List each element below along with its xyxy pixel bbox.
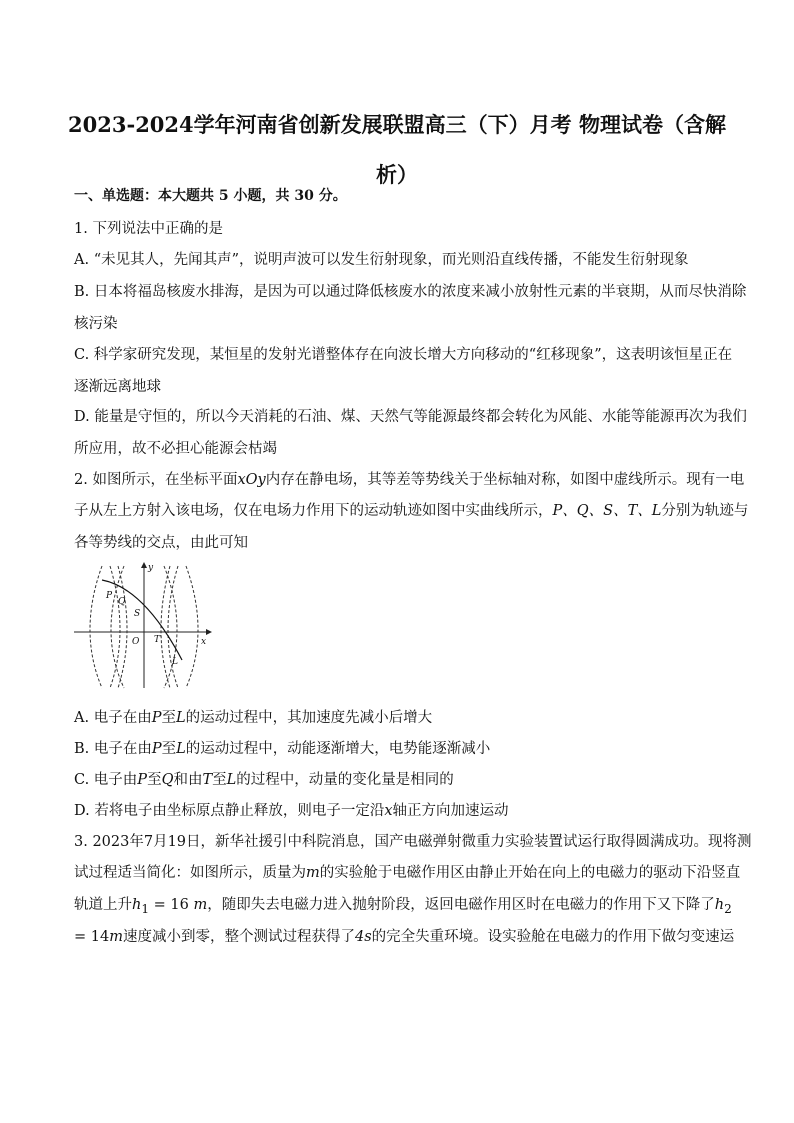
q2-b-text: 至	[161, 741, 177, 757]
q3-line3	[74, 893, 734, 916]
equipotential-left-3	[90, 566, 102, 688]
q3-line4	[74, 925, 734, 946]
fig-label-s: S	[134, 609, 141, 619]
q2-option-b	[74, 737, 734, 758]
q3-eq: = 14	[74, 929, 110, 945]
q2-option-d	[74, 799, 734, 820]
q3-unit-m: m	[109, 929, 123, 945]
x-axis-arrow-icon	[206, 629, 212, 635]
equipotential-right-3	[186, 566, 198, 688]
section-heading: 一、单选题：本大题共 5 小题，共 30 分。	[74, 188, 347, 204]
q1-option-d-line1: D. 能量是守恒的，所以今天消耗的石油、煤、天然气等能源最终都会转化为风能、水能等能源再次为我们	[74, 409, 747, 425]
electron-trajectory	[102, 580, 182, 660]
fig-label-l: L	[172, 657, 178, 667]
q2-var-points: P、Q、S、T、L	[552, 503, 662, 519]
q3-var-m: m	[306, 865, 320, 881]
q2-c-var-q: Q	[161, 772, 174, 788]
q2-c-var-t: T	[202, 772, 213, 788]
q2-a-var-l: L	[175, 710, 186, 726]
q2-stem-line1	[74, 468, 745, 489]
q3-sub-2: 2	[724, 901, 732, 916]
title-line-2: 析）	[376, 162, 418, 187]
q3-text: 轨道上升	[74, 897, 132, 913]
q2-stem-line3: 各等势线的交点，由此可知	[74, 535, 248, 551]
q1-option-c-line1: C. 科学家研究发现，某恒星的发射光谱整体存在向波长增大方向移动的“红移现象”，这表明该恒星正在	[74, 347, 733, 363]
q3-var-h1: h	[132, 897, 142, 913]
q1-option-a: A. “未见其人，先闻其声”，说明声波可以发生衍射现象，而光则沿直线传播，不能发生衍射现象	[74, 252, 689, 268]
q2-d-var-x: x	[384, 803, 393, 819]
fig-label-o: O	[132, 637, 140, 647]
q3-sub-1: 1	[141, 901, 150, 916]
fig-label-p: P	[106, 591, 113, 601]
fig-label-y: y	[148, 563, 154, 573]
q1-option-d-line2: 所应用，故不必担心能源会枯竭	[74, 441, 277, 457]
q3-text: 的实验舱于电磁作用区由静止开始在向上的电磁力的驱动下沿竖直	[319, 865, 741, 881]
q3-text: ，随即失去电磁力进入抛射阶段，返回电磁作用区时在电磁力的作用下又下降了	[207, 897, 715, 913]
q1-stem: 1. 下列说法中正确的是	[74, 221, 223, 237]
q2-c-var-p: P	[137, 772, 148, 788]
q2-text: 内存在静电场，其等差等势线关于坐标轴对称，如图中虚线所示。现有一电	[265, 472, 745, 488]
q2-b-var-l: L	[176, 741, 186, 757]
q2-var-xoy: xOy	[237, 472, 266, 488]
q2-c-text: 至	[212, 772, 227, 788]
q3-unit-m: m	[193, 897, 208, 913]
y-axis-arrow-icon	[141, 562, 147, 568]
q3-unit-s: s	[364, 929, 372, 945]
q1-option-b-line2: 核污染	[74, 316, 118, 332]
q2-option-a	[74, 706, 734, 727]
q2-b-var-p: P	[151, 741, 162, 757]
equipotential-left-4	[111, 566, 124, 688]
q2-d-text: D. 若将电子由坐标原点静止释放，则电子一定沿	[74, 803, 385, 819]
q3-line1: 3. 2023年7月19日，新华社援引中科院消息，国产电磁弹射微重力实验装置试运行取得圆满成功。现将测	[74, 834, 752, 850]
equipotential-left-1	[118, 566, 127, 688]
q2-a-var-p: P	[151, 710, 162, 726]
q2-text: 分别为轨迹与	[661, 503, 749, 519]
title-line-1: 2023-2024学年河南省创新发展联盟高三（下）月考 物理试卷（含解	[68, 112, 726, 137]
q2-c-text: 的过程中，动量的变化量是相同的	[236, 772, 454, 788]
q3-var-t: 4	[354, 929, 365, 945]
q2-c-text: C. 电子由	[74, 772, 138, 788]
q2-text: 2. 如图所示，在坐标平面	[74, 472, 238, 488]
q2-a-text: 的运动过程中，其加速度先减小后增大	[185, 710, 433, 726]
q2-b-text: 的运动过程中，动能逐渐增大，电势能逐渐减小	[185, 741, 491, 757]
q3-var-h2: h	[714, 897, 725, 913]
q2-stem-line2	[74, 499, 749, 520]
q2-c-text: 和由	[173, 772, 203, 788]
q3-text: 的完全失重环境。设实验舱在电磁力的作用下做匀变速运	[371, 929, 735, 945]
q2-d-text: 轴正方向加速运动	[392, 803, 509, 819]
q2-c-var-l: L	[226, 772, 237, 788]
q2-equipotential-figure	[72, 560, 212, 690]
q3-line2	[74, 861, 741, 882]
q2-text: 子从左上方射入该电场，仅在电场力作用下的运动轨迹如图中实曲线所示，	[74, 503, 553, 519]
q3-eq: = 16	[149, 897, 194, 913]
fig-label-x: x	[201, 637, 207, 647]
q2-c-text: 至	[147, 772, 162, 788]
q1-option-c-line2: 逐渐远离地球	[74, 379, 161, 395]
q2-option-c	[74, 768, 734, 789]
fig-label-t: T	[154, 635, 161, 645]
q2-a-text: A. 电子在由	[74, 710, 152, 726]
fig-label-q: Q	[118, 597, 126, 607]
q3-text: 速度减小到零，整个测试过程获得了	[122, 929, 355, 945]
equipotential-right-4	[164, 566, 177, 688]
q2-a-text: 至	[161, 710, 176, 726]
q3-text: 试过程适当简化：如图所示，质量为	[74, 865, 306, 881]
q2-b-text: B. 电子在由	[74, 741, 152, 757]
q1-option-b-line1: B. 日本将福岛核废水排海，是因为可以通过降低核废水的浓度来减小放射性元素的半衰期，从而尽快消除	[74, 284, 747, 300]
